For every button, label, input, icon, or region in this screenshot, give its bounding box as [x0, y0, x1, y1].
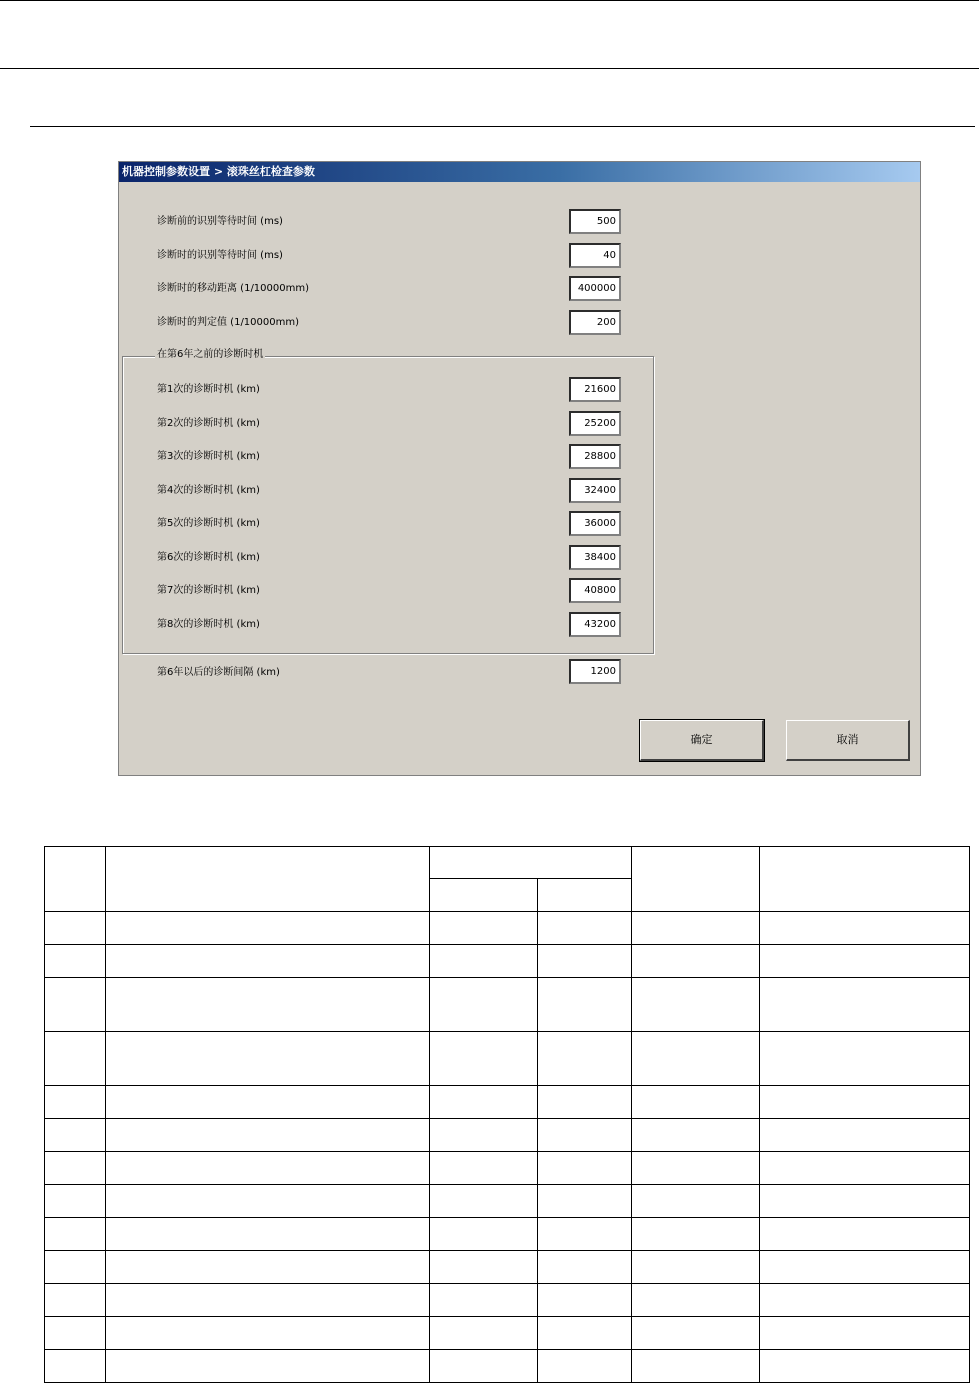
timing-field-1[interactable]: 21600 [569, 377, 621, 402]
ok-button[interactable]: 确定 [640, 720, 764, 761]
timing-label-4: 第4次的诊断时机 (km) [157, 485, 260, 496]
header-cell-max [538, 879, 632, 912]
param-field-move-distance[interactable]: 400000 [569, 276, 621, 301]
timing-label-5: 第5次的诊断时机 (km) [157, 518, 260, 529]
timing-label-8: 第8次的诊断时机 (km) [157, 619, 260, 630]
ballscrew-param-dialog [118, 161, 921, 776]
table-row [45, 1032, 970, 1086]
param-label-diag-wait: 诊断时的识别等待时间 (ms) [157, 250, 283, 261]
parameter-table [44, 846, 970, 1383]
cancel-button[interactable]: 取消 [786, 720, 910, 761]
table-row [45, 1218, 970, 1251]
header-cell-min [430, 879, 538, 912]
header-cell-range [430, 847, 632, 879]
interval-field[interactable]: 1200 [569, 659, 621, 684]
table-row [45, 1185, 970, 1218]
param-label-judge-value: 诊断时的判定值 (1/10000mm) [157, 317, 300, 328]
timing-label-1: 第1次的诊断时机 (km) [157, 384, 260, 395]
timing-label-7: 第7次的诊断时机 (km) [157, 585, 260, 596]
table-header-row [45, 847, 970, 879]
table-row [45, 1251, 970, 1284]
timing-field-8[interactable]: 43200 [569, 612, 621, 637]
param-field-judge-value[interactable]: 200 [569, 310, 621, 335]
timing-field-2[interactable]: 25200 [569, 411, 621, 436]
timing-field-3[interactable]: 28800 [569, 444, 621, 469]
table-row [45, 1317, 970, 1350]
table-row [45, 1086, 970, 1119]
table-row [45, 945, 970, 978]
table-row [45, 978, 970, 1032]
interval-label: 第6年以后的诊断间隔 (km) [157, 667, 280, 678]
timing-field-7[interactable]: 40800 [569, 578, 621, 603]
header-cell-default [632, 847, 760, 912]
section-rule [30, 126, 975, 127]
timing-label-2: 第2次的诊断时机 (km) [157, 418, 260, 429]
header-cell-note [760, 847, 970, 912]
top-rule [0, 0, 979, 1]
timing-label-3: 第3次的诊断时机 (km) [157, 451, 260, 462]
timing-field-6[interactable]: 38400 [569, 545, 621, 570]
table-row [45, 1119, 970, 1152]
param-field-diag-wait[interactable]: 40 [569, 243, 621, 268]
dialog-title: 机器控制参数设置 > 滚珠丝杠检查参数 [119, 162, 920, 182]
table-row [45, 1284, 970, 1317]
table-row [45, 912, 970, 945]
timing-field-5[interactable]: 36000 [569, 511, 621, 536]
table-row [45, 1152, 970, 1185]
header-cell-item [106, 847, 430, 912]
param-label-move-distance: 诊断时的移动距离 (1/10000mm) [157, 283, 310, 294]
table-row [45, 1350, 970, 1383]
timing-group-title: 在第6年之前的诊断时机 [157, 349, 264, 360]
param-label-pre-wait: 诊断前的识别等待时间 (ms) [157, 216, 283, 227]
timing-label-6: 第6次的诊断时机 (km) [157, 552, 260, 563]
timing-field-4[interactable]: 32400 [569, 478, 621, 503]
param-field-pre-wait[interactable]: 500 [569, 209, 621, 234]
header-cell-no [45, 847, 106, 912]
header-rule [0, 68, 979, 69]
